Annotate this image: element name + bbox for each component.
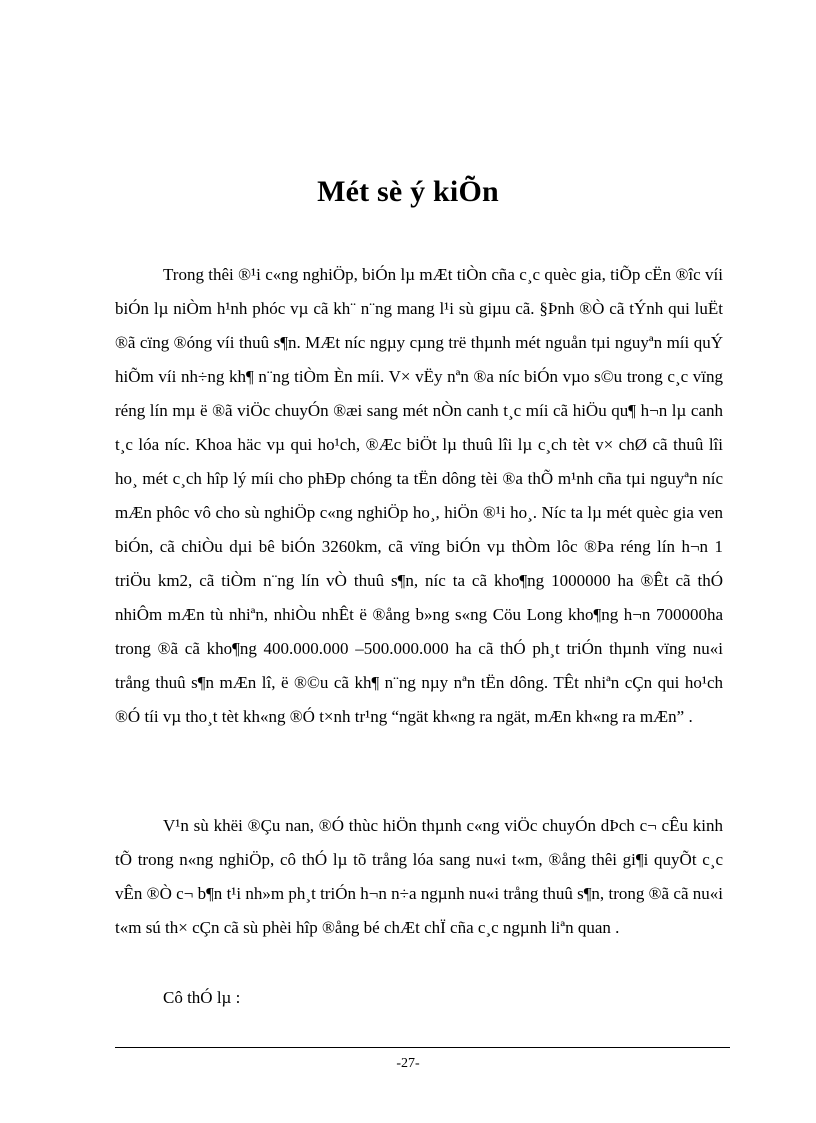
paragraph-2-block <box>115 809 723 945</box>
footer-divider <box>115 1047 730 1048</box>
paragraph: Trong thêi ®¹i c«ng nghiÖp, biÓn lµ mÆt tiÒn cña c¸c quèc gia, tiÕp cËn ®îc víi biÓn lµ niÒm h¹nh phóc vµ cã kh¨ n¨ng mang l¹i sù giµu cã. §Þnh ®Ò cã tÝnh qui luËt ®ã cïng ®óng víi thuû s¶n. MÆt níc ngµy cµng trë thµnh mét nguån tµi nguyªn míi quÝ hiÕm víi nh÷ng kh¶ n¨ng tiÒm Èn míi. V× vËy nªn ®a níc biÓn vµo s©u trong c¸c vïng réng lín mµ ë ®ã viÖc chuyÓn ®æi sang mét nÒn canh t¸c míi cã hiÖu qu¶ h¬n lµ canh t¸c lóa níc. Khoa häc vµ qui ho¹ch, ®Æc biÖt lµ thuû lîi lµ c¸ch tèt v× chØ cã thuû lîi ho¸ mét c¸ch hîp lý míi cho phÐp chóng ta tËn dông tèi ®a thÕ m¹nh cña tµi nguyªn níc mÆn phôc vô cho sù nghiÖp c«ng nghiÖp ho¸, hiÖn ®¹i ho¸. Níc ta lµ mét quèc gia ven biÓn, cã chiÒu dµi bê biÓn 3260km, cã vïng biÓn vµ thÒm lôc ®Þa réng lín h¬n 1 triÖu km2, cã tiÒm n¨ng lín vÒ thuû s¶n, níc ta cã kho¶ng 1000000 ha ®Êt cã thÓ nhiÔm mÆn tù nhiªn, nhiÒu nhÊt ë ®ång b»ng s«ng Cöu Long kho¶ng h¬n 700000ha trong ®ã cã kho¶ng 400.000.000 –500.000.000 ha cã thÓ ph¸t triÓn thµnh vïng nu«i trång thuû s¶n mÆn lî, ë ®©u cã kh¶ n¨ng nµy nªn tËn dông. TÊt nhiªn cÇn qui ho¹ch ®Ó tíi vµ tho¸t tèt kh«ng ®Ó t×nh tr¹ng “ngät kh«ng ra ngät, mÆn kh«ng ra mÆn” . <box>115 265 723 726</box>
paragraph: V¹n sù khëi ®Çu nan, ®Ó thùc hiÖn thµnh c«ng viÖc chuyÓn dÞch c¬ cÊu kinh tÕ trong n«ng nghiÖp, cô thÓ lµ tõ trång lóa sang nu«i t«m, ®ång thêi gi¶i quyÕt c¸c vÊn ®Ò c¬ b¶n t¹i nh»m ph¸t triÓn h¬n n÷a ngµnh nu«i trång thuû s¶n, trong ®ã cã nu«i t«m sú th× cÇn cã sù phèi hîp ®ång bé chÆt chÏ cña c¸c ngµnh liªn quan . <box>115 816 723 937</box>
paragraph-1-block <box>115 258 723 734</box>
paragraph: Cô thÓ lµ : <box>163 988 241 1007</box>
paragraph-3-block <box>115 981 723 1015</box>
page-number: -27- <box>396 1056 420 1071</box>
page-title: Mét sè ý kiÕn <box>317 175 499 208</box>
